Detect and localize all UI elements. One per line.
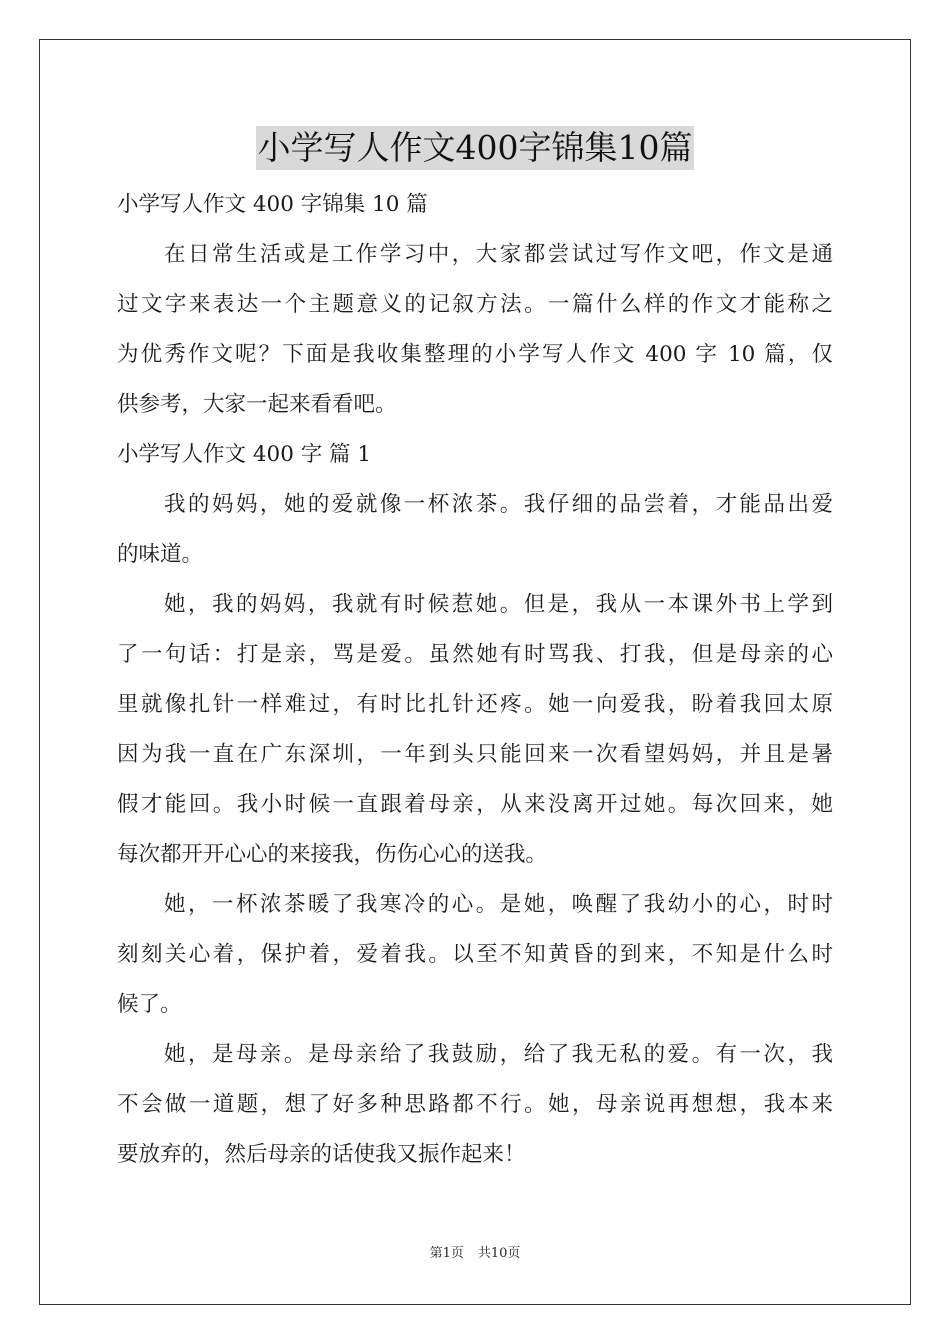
text-line: 她，我的妈妈，我就有时候惹她。但是，我从一本课外书上学到 xyxy=(164,592,833,617)
text-line: 因为我一直在广东深圳，一年到头只能回来一次看望妈妈，并且是暑 xyxy=(117,742,833,767)
document-title: 小学写人作文400字锦集10篇 xyxy=(256,126,695,170)
text-line: 要放弃的，然后母亲的话使我又振作起来！ xyxy=(117,1142,526,1167)
text-line: 为优秀作文呢？下面是我收集整理的小学写人作文 400 字 10 篇，仅 xyxy=(117,342,833,367)
text-line: 了一句话：打是亲，骂是爱。虽然她有时骂我、打我，但是母亲的心 xyxy=(117,642,833,667)
title-container xyxy=(0,126,950,170)
page-footer xyxy=(0,1244,950,1264)
text-line: 每次都开开心心的来接我，伤伤心心的送我。 xyxy=(117,842,548,867)
text-line: 假才能回。我小时候一直跟着母亲，从来没离开过她。每次回来，她 xyxy=(117,792,833,817)
text-line: 里就像扎针一样难过，有时比扎针还疼。她一向爱我，盼着我回太原 xyxy=(117,692,833,717)
text-line: 小学写人作文 400 字 篇 1 xyxy=(117,442,372,467)
page-total: 共10页 xyxy=(477,1246,521,1261)
text-line: 供参考，大家一起来看看吧。 xyxy=(117,392,397,417)
text-line: 在日常生活或是工作学习中，大家都尝试过写作文吧，作文是通 xyxy=(164,242,833,267)
text-line: 的味道。 xyxy=(117,542,204,567)
text-line: 刻刻关心着，保护着，爱着我。以至不知黄昏的到来，不知是什么时 xyxy=(117,942,833,967)
text-line: 候了。 xyxy=(117,992,182,1017)
text-line: 她，一杯浓茶暖了我寒冷的心。是她，唤醒了我幼小的心，时时 xyxy=(164,892,833,917)
text-line: 她，是母亲。是母亲给了我鼓励，给了我无私的爱。有一次，我 xyxy=(164,1042,833,1067)
document-body xyxy=(117,180,833,1180)
text-line: 不会做一道题，想了好多种思路都不行。她，母亲说再想想，我本来 xyxy=(117,1092,833,1117)
text-line: 小学写人作文 400 字锦集 10 篇 xyxy=(117,192,428,217)
text-line: 过文字来表达一个主题意义的记叙方法。一篇什么样的作文才能称之 xyxy=(117,292,833,317)
page-number: 第1页 xyxy=(429,1246,464,1261)
text-line: 我的妈妈，她的爱就像一杯浓茶。我仔细的品尝着，才能品出爱 xyxy=(164,492,833,517)
